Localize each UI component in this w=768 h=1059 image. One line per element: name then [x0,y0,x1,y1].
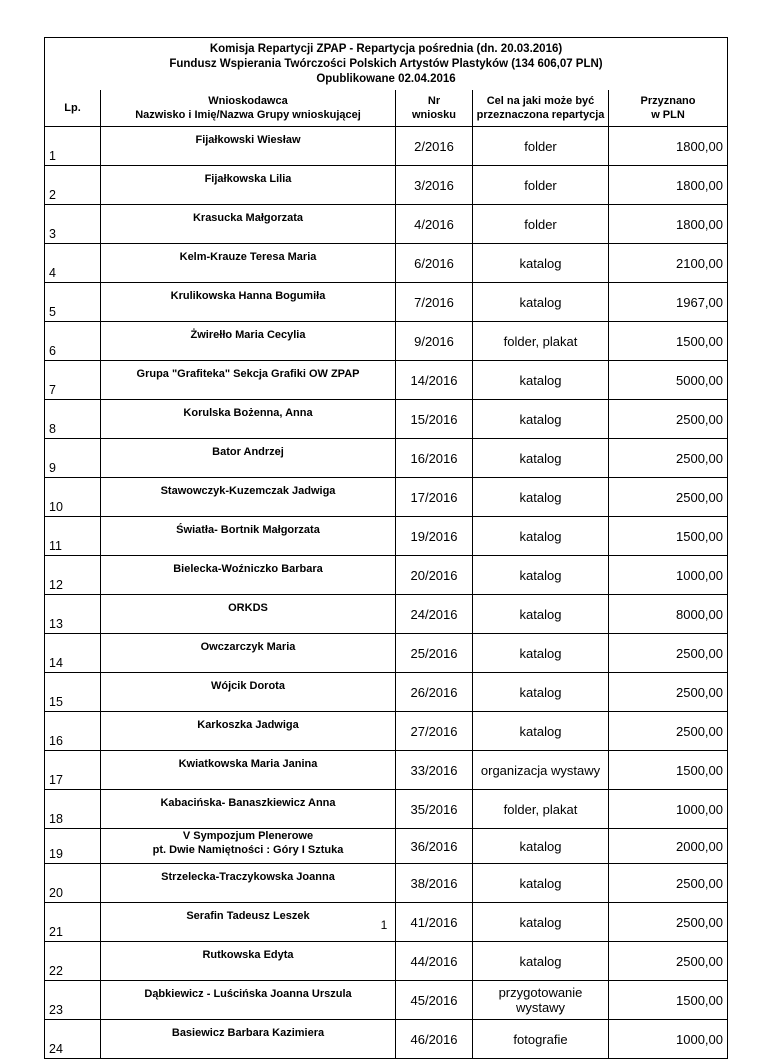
applicant-name: Stawowczyk-Kuzemczak Jadwiga [160,485,336,497]
row-purpose: katalog [473,400,609,439]
table-row [45,673,728,712]
table-row [45,244,728,283]
row-application-number: 24/2016 [396,595,473,634]
goal-header-line-2: przeznaczona repartycja [476,109,605,121]
column-header-applicant [101,90,396,127]
row-lp: 17 [45,751,101,790]
applicant-name: Fijałkowska Lilia [204,173,292,185]
row-amount: 5000,00 [609,361,728,400]
row-applicant [101,439,396,478]
row-lp: 7 [45,361,101,400]
title-line-1: Komisja Repartycji ZPAP - Repartycja pośrednia (dn. 20.03.2016) [209,42,563,55]
row-application-number: 14/2016 [396,361,473,400]
row-application-number: 41/2016 [396,903,473,942]
goal-header-line-1: Cel na jaki może być [486,95,595,107]
row-applicant [101,361,396,400]
row-purpose: katalog [473,439,609,478]
row-purpose: fotografie [473,1020,609,1059]
table-row [45,166,728,205]
table-row [45,634,728,673]
applicant-name: Rutkowska Edyta [202,949,294,961]
row-application-number: 4/2016 [396,205,473,244]
row-applicant [101,205,396,244]
table-row [45,751,728,790]
applicant-name: Żwirełło Maria Cecylia [190,329,306,341]
applicant-name: Wójcik Dorota [211,680,285,692]
row-lp: 24 [45,1020,101,1059]
row-applicant [101,127,396,166]
row-lp: 5 [45,283,101,322]
table-row [45,205,728,244]
applicant-name: Owczarczyk Maria [200,641,296,653]
applicant-name-line-2: pt. Dwie Namiętności : Góry I Sztuka [152,844,344,856]
document-title [45,38,728,91]
row-application-number: 7/2016 [396,283,473,322]
applicant-name: Bator Andrzej [212,446,284,458]
row-application-number: 25/2016 [396,634,473,673]
applicant-name: Korulska Bożenna, Anna [183,407,313,419]
table-row [45,322,728,361]
row-applicant [101,244,396,283]
title-line-3: Opublikowane 02.04.2016 [316,72,456,85]
table-row [45,595,728,634]
amount-header-line-2: w PLN [651,109,685,121]
row-purpose: katalog [473,283,609,322]
row-purpose: folder [473,205,609,244]
row-application-number: 27/2016 [396,712,473,751]
row-amount: 1800,00 [609,166,728,205]
nr-header-line-1: Nr [427,95,441,107]
applicant-name: Strzelecka-Traczykowska Joanna [161,871,335,883]
row-lp: 20 [45,864,101,903]
row-lp: 23 [45,981,101,1020]
applicant-header-line-1: Wnioskodawca [208,95,288,107]
row-applicant [101,1020,396,1059]
row-purpose: katalog [473,673,609,712]
title-line-2: Fundusz Wspierania Twórczości Polskich Artystów Plastyków (134 606,07 PLN) [169,57,603,70]
row-application-number: 46/2016 [396,1020,473,1059]
row-amount: 1500,00 [609,322,728,361]
row-application-number: 26/2016 [396,673,473,712]
row-lp: 6 [45,322,101,361]
row-purpose: przygotowanie wystawy [473,981,609,1020]
row-application-number: 3/2016 [396,166,473,205]
row-purpose: folder, plakat [473,790,609,829]
row-amount: 8000,00 [609,595,728,634]
row-application-number: 20/2016 [396,556,473,595]
row-amount: 2500,00 [609,712,728,751]
row-amount: 1967,00 [609,283,728,322]
table-row [45,478,728,517]
row-applicant [101,673,396,712]
nr-header-line-2: wniosku [411,109,456,121]
row-amount: 2000,00 [609,829,728,864]
applicant-name: Serafin Tadeusz Leszek [186,910,310,922]
row-purpose: katalog [473,478,609,517]
table-row [45,981,728,1020]
row-amount: 1800,00 [609,205,728,244]
applicant-name: Krulikowska Hanna Bogumiła [170,290,326,302]
applicant-name: Basiewicz Barbara Kazimiera [171,1027,325,1039]
row-applicant [101,634,396,673]
row-purpose: katalog [473,864,609,903]
row-lp: 9 [45,439,101,478]
row-purpose: katalog [473,595,609,634]
row-application-number: 2/2016 [396,127,473,166]
row-purpose: katalog [473,556,609,595]
row-application-number: 36/2016 [396,829,473,864]
applicant-name: ORKDS [228,602,268,614]
row-lp: 4 [45,244,101,283]
row-lp: 19 [45,829,101,864]
row-application-number: 45/2016 [396,981,473,1020]
column-header-amount [609,90,728,127]
row-lp: 1 [45,127,101,166]
row-applicant [101,751,396,790]
row-application-number: 17/2016 [396,478,473,517]
row-applicant [101,166,396,205]
row-purpose: katalog [473,517,609,556]
applicant-name: Karkoszka Jadwiga [197,719,299,731]
row-lp: 13 [45,595,101,634]
row-application-number: 19/2016 [396,517,473,556]
row-purpose: katalog [473,712,609,751]
row-applicant [101,517,396,556]
table-row [45,127,728,166]
table-row [45,712,728,751]
applicant-name: Kelm-Krauze Teresa Maria [179,251,317,263]
row-lp: 11 [45,517,101,556]
repartition-table [44,37,728,1059]
row-applicant [101,322,396,361]
column-header-lp: Lp. [45,90,101,127]
row-application-number: 35/2016 [396,790,473,829]
row-purpose: katalog [473,829,609,864]
row-amount: 2500,00 [609,673,728,712]
row-lp: 3 [45,205,101,244]
row-amount: 2500,00 [609,864,728,903]
row-lp: 16 [45,712,101,751]
row-application-number: 9/2016 [396,322,473,361]
table-row [45,400,728,439]
row-amount: 1000,00 [609,790,728,829]
row-applicant [101,556,396,595]
row-amount: 2500,00 [609,903,728,942]
applicant-name: Dąbkiewicz - Luścińska Joanna Urszula [144,988,352,1000]
row-applicant [101,400,396,439]
row-application-number: 6/2016 [396,244,473,283]
row-purpose: folder [473,127,609,166]
row-amount: 1500,00 [609,981,728,1020]
row-amount: 2500,00 [609,439,728,478]
row-lp: 18 [45,790,101,829]
row-application-number: 16/2016 [396,439,473,478]
applicant-name: V Sympozjum Plenerowe [182,830,314,842]
table-row [45,517,728,556]
row-applicant [101,864,396,903]
table-row [45,829,728,864]
row-lp: 22 [45,942,101,981]
row-applicant [101,981,396,1020]
row-applicant [101,595,396,634]
row-lp: 8 [45,400,101,439]
row-lp: 2 [45,166,101,205]
row-purpose: folder, plakat [473,322,609,361]
row-applicant [101,712,396,751]
row-application-number: 15/2016 [396,400,473,439]
row-applicant [101,942,396,981]
row-amount: 1500,00 [609,517,728,556]
row-amount: 1000,00 [609,556,728,595]
repartition-table-sheet [44,37,727,1059]
row-amount: 1000,00 [609,1020,728,1059]
table-row [45,556,728,595]
applicant-name: Krasucka Małgorzata [192,212,304,224]
applicant-name: Kwiatkowska Maria Janina [178,758,318,770]
row-amount: 1800,00 [609,127,728,166]
row-lp: 12 [45,556,101,595]
amount-header-line-1: Przyznano [640,95,696,107]
row-applicant [101,283,396,322]
applicant-name: Kabacińska- Banaszkiewicz Anna [160,797,336,809]
page-number: 1 [380,918,388,932]
row-application-number: 44/2016 [396,942,473,981]
row-purpose: katalog [473,244,609,283]
table-row [45,1020,728,1059]
row-lp: 21 [45,903,101,942]
row-lp: 10 [45,478,101,517]
table-row [45,942,728,981]
row-amount: 2100,00 [609,244,728,283]
table-row [45,439,728,478]
row-purpose: katalog [473,903,609,942]
row-amount: 2500,00 [609,400,728,439]
row-applicant [101,478,396,517]
row-purpose: katalog [473,634,609,673]
row-applicant [101,790,396,829]
row-lp: 14 [45,634,101,673]
row-purpose: katalog [473,942,609,981]
applicant-name: Grupa "Grafiteka" Sekcja Grafiki OW ZPAP [136,368,360,380]
row-amount: 1500,00 [609,751,728,790]
row-lp: 15 [45,673,101,712]
row-application-number: 38/2016 [396,864,473,903]
table-row [45,864,728,903]
row-amount: 2500,00 [609,478,728,517]
row-application-number: 33/2016 [396,751,473,790]
row-amount: 2500,00 [609,942,728,981]
applicant-name: Bielecka-Woźniczko Barbara [173,563,323,575]
row-amount: 2500,00 [609,634,728,673]
applicant-name: Fijałkowski Wiesław [195,134,301,146]
row-applicant [101,829,396,864]
table-row [45,283,728,322]
applicant-header-line-2: Nazwisko i Imię/Nazwa Grupy wnioskującej [135,109,361,121]
row-purpose: organizacja wystawy [473,751,609,790]
column-header-goal [473,90,609,127]
table-row [45,361,728,400]
table-row [45,790,728,829]
column-header-nr [396,90,473,127]
row-purpose: folder [473,166,609,205]
row-purpose: katalog [473,361,609,400]
applicant-name: Światła- Bortnik Małgorzata [176,524,320,536]
